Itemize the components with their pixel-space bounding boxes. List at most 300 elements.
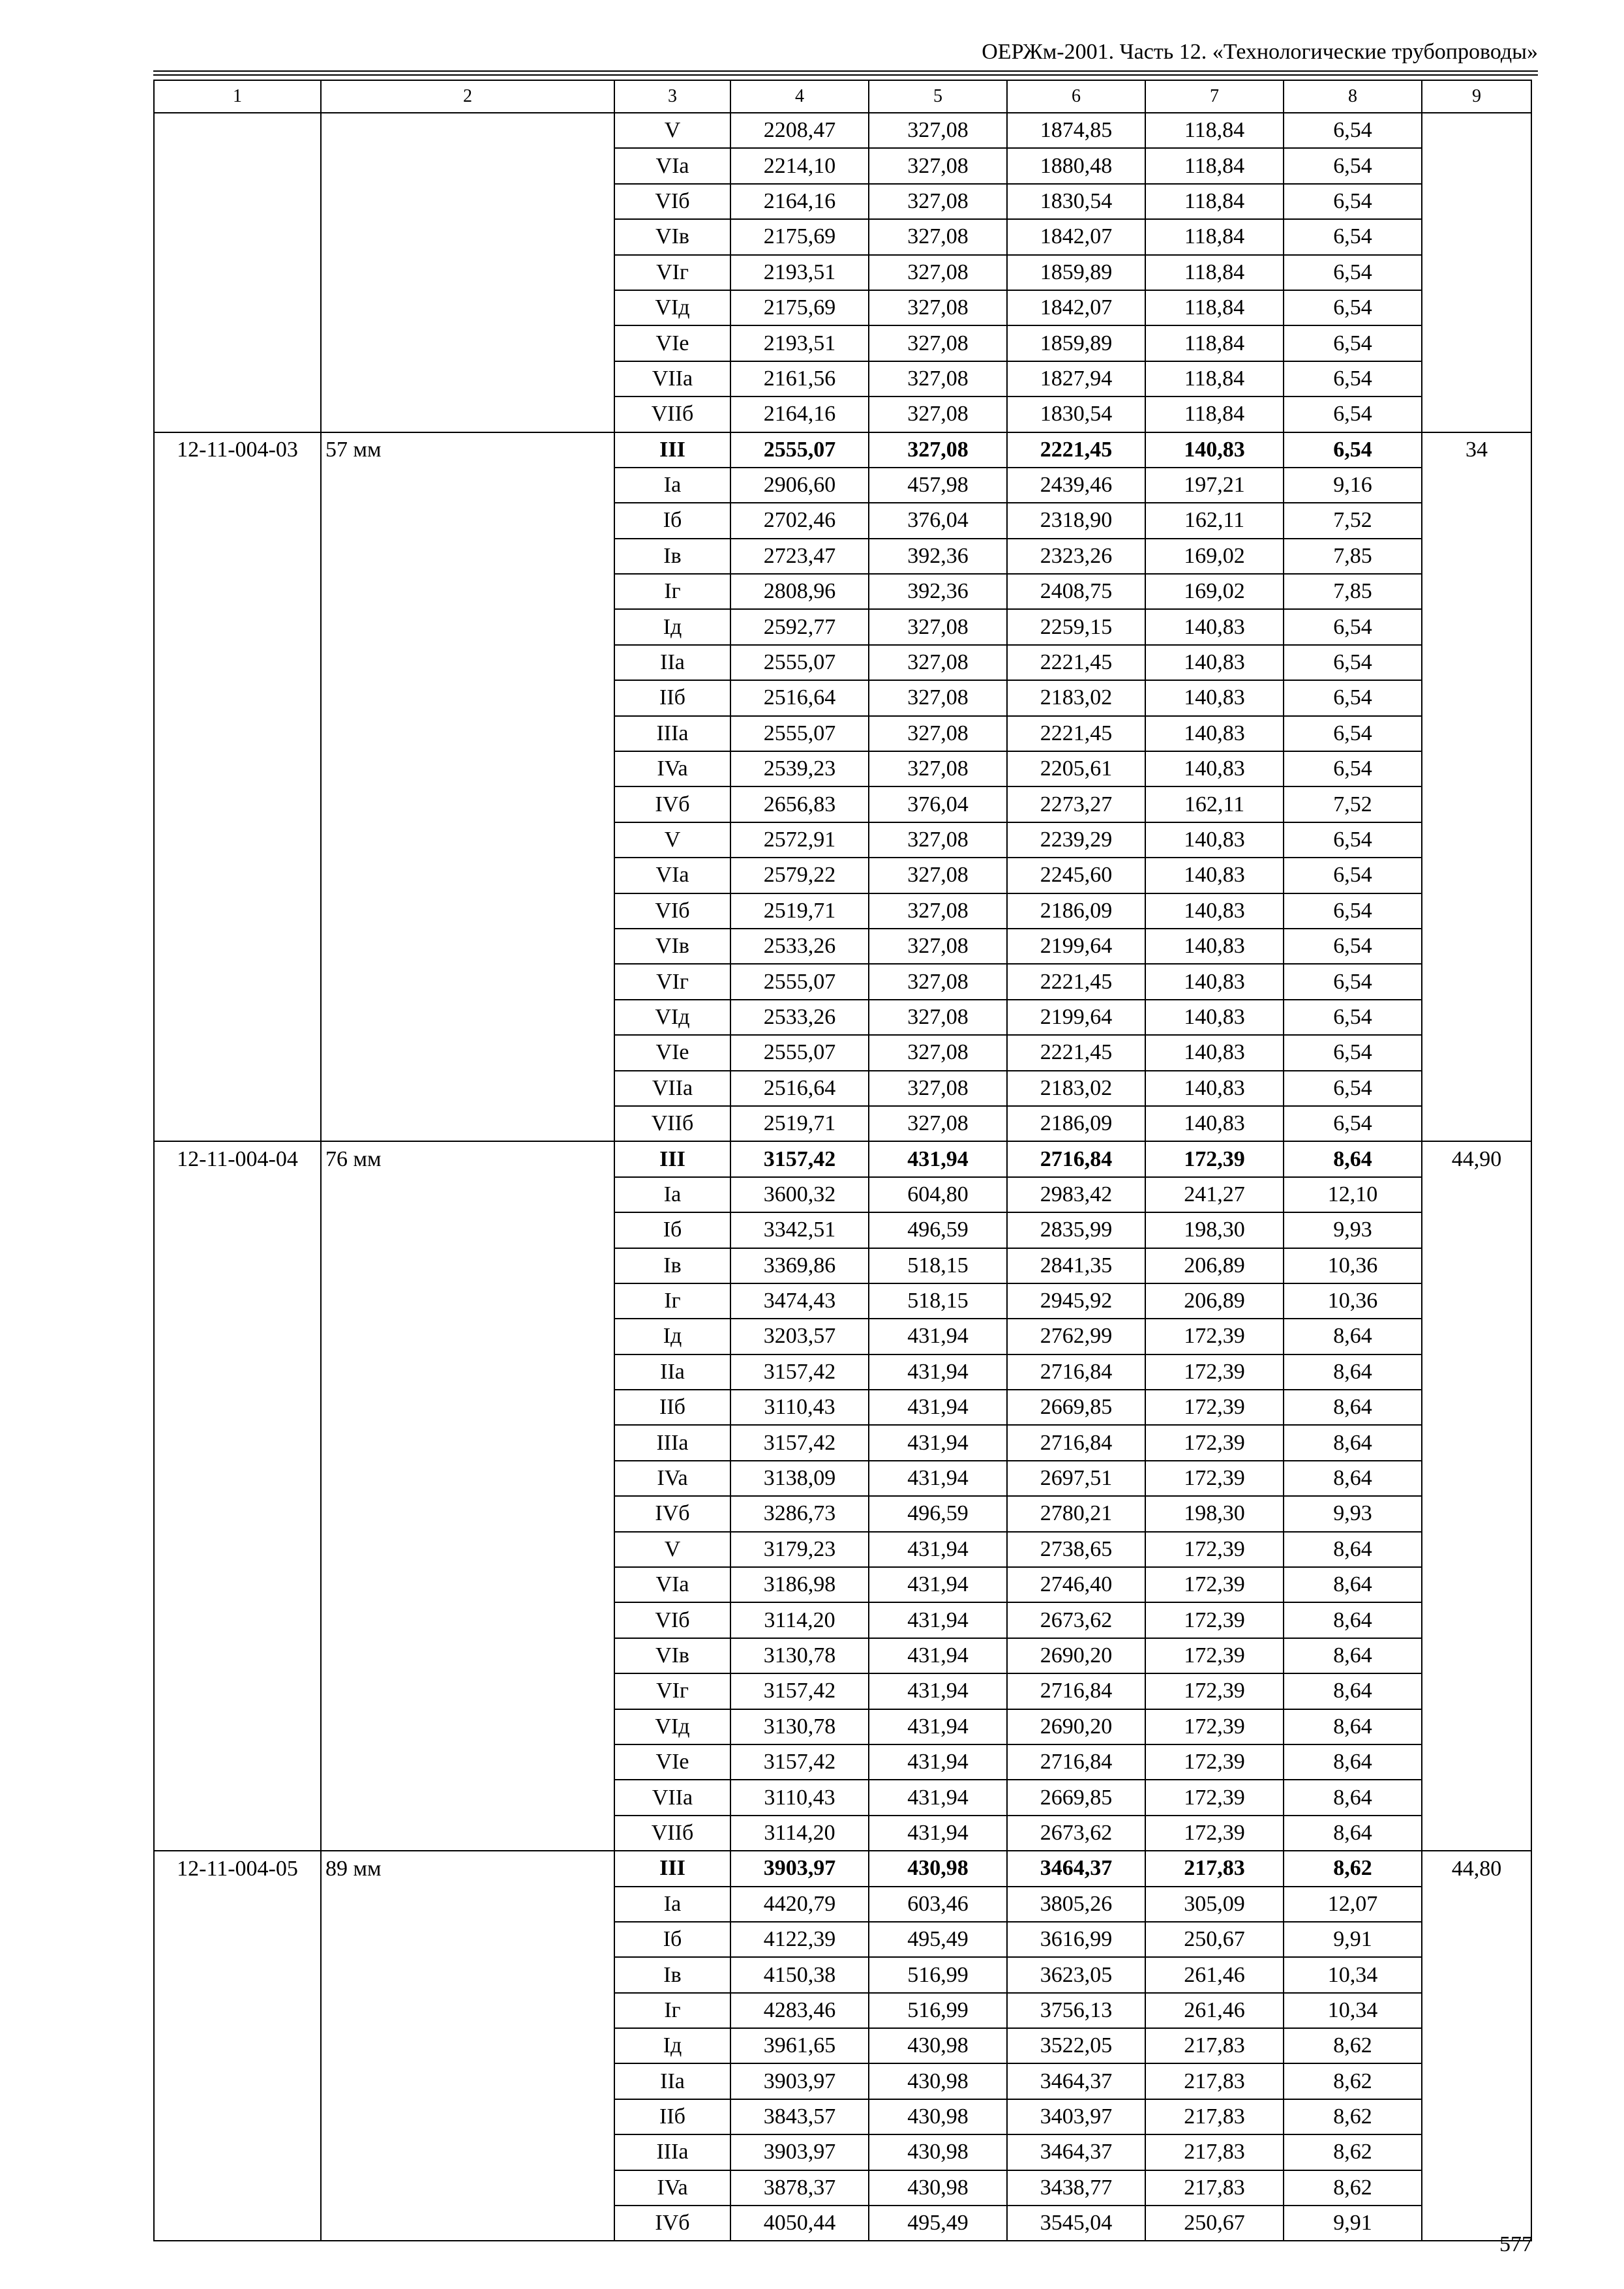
cell-col8: 9,16 [1284,468,1422,503]
cell-col9 [1422,680,1531,715]
cell-col5: 430,98 [869,1851,1007,1886]
cell-col5: 327,08 [869,716,1007,751]
table-row [154,539,1531,574]
cell-diameter [321,716,614,751]
cell-region: VIe [614,1744,730,1780]
cell-col8: 7,52 [1284,786,1422,822]
table-row [154,1957,1531,1992]
table-row [154,893,1531,929]
cell-region: VIв [614,219,730,254]
cell-col6: 2780,21 [1007,1496,1145,1531]
cell-col7: 118,84 [1145,255,1284,290]
cell-region: VIe [614,1035,730,1070]
cell-region: VIб [614,1602,730,1638]
cell-code [154,858,321,893]
cell-col6: 2716,84 [1007,1744,1145,1780]
table-row [154,822,1531,858]
cell-col5: 431,94 [869,1709,1007,1744]
cell-col8: 8,64 [1284,1709,1422,1744]
table-row [154,1496,1531,1531]
cell-col9 [1422,645,1531,680]
cell-col6: 1842,07 [1007,290,1145,325]
cell-code: 12-11-004-03 [154,432,321,468]
cell-col4: 3157,42 [730,1141,869,1176]
table-row [154,1532,1531,1567]
cell-col6: 2205,61 [1007,751,1145,786]
cell-col6: 1880,48 [1007,148,1145,183]
cell-code [154,1248,321,1283]
cell-diameter: 89 мм [321,1851,614,1886]
cell-diameter [321,822,614,858]
cell-code [154,290,321,325]
cell-region: VIг [614,1673,730,1709]
cell-col8: 12,07 [1284,1887,1422,1922]
cell-col8: 6,54 [1284,255,1422,290]
cell-col7: 140,83 [1145,822,1284,858]
cell-col4: 2579,22 [730,858,869,893]
cell-col4: 3369,86 [730,1248,869,1283]
cell-col6: 2186,09 [1007,893,1145,929]
cell-col8: 8,62 [1284,2099,1422,2134]
table-row [154,1248,1531,1283]
cell-col4: 4420,79 [730,1887,869,1922]
cell-col9 [1422,1709,1531,1744]
cell-region: Ia [614,1887,730,1922]
cell-col4: 3138,09 [730,1461,869,1496]
column-header: 9 [1422,80,1531,113]
cell-code [154,2063,321,2099]
cell-code: 12-11-004-04 [154,1141,321,1176]
cell-diameter [321,396,614,432]
cell-col5: 327,08 [869,432,1007,468]
cell-col4: 3903,97 [730,2134,869,2170]
cell-col9 [1422,255,1531,290]
column-header: 5 [869,80,1007,113]
cell-col4: 3157,42 [730,1744,869,1780]
header-rule-top [153,70,1538,72]
table-row [154,503,1531,538]
table-row [154,1567,1531,1602]
cell-col8: 6,54 [1284,929,1422,964]
cell-diameter [321,113,614,148]
cell-code [154,1390,321,1425]
cell-region: Iв [614,539,730,574]
cell-region: VIIб [614,1816,730,1851]
cell-col6: 3464,37 [1007,1851,1145,1886]
cell-diameter [321,2134,614,2170]
cell-col8: 8,64 [1284,1319,1422,1354]
cell-col6: 2183,02 [1007,1071,1145,1106]
cell-col8: 8,64 [1284,1354,1422,1390]
cell-col8: 6,54 [1284,716,1422,751]
cell-col5: 518,15 [869,1248,1007,1283]
cell-col9 [1422,325,1531,361]
cell-code [154,396,321,432]
cell-col8: 9,93 [1284,1496,1422,1531]
table-row [154,751,1531,786]
cell-code: 12-11-004-05 [154,1851,321,1886]
cell-col5: 431,94 [869,1780,1007,1815]
cell-col5: 430,98 [869,2028,1007,2063]
cell-col9 [1422,1461,1531,1496]
table-row [154,1354,1531,1390]
cell-region: VIб [614,893,730,929]
cell-col4: 2572,91 [730,822,869,858]
cell-col8: 6,54 [1284,1106,1422,1141]
cell-col8: 6,54 [1284,680,1422,715]
cell-diameter [321,1035,614,1070]
cell-col4: 2808,96 [730,574,869,609]
cell-region: IIб [614,680,730,715]
cell-col6: 2199,64 [1007,1000,1145,1035]
cell-col7: 140,83 [1145,1071,1284,1106]
cell-col6: 2408,75 [1007,574,1145,609]
cell-col5: 327,08 [869,609,1007,644]
cell-col6: 2669,85 [1007,1780,1145,1815]
table-row [154,1319,1531,1354]
cell-col7: 217,83 [1145,1851,1284,1886]
cell-col7: 217,83 [1145,2134,1284,2170]
cell-col9 [1422,2028,1531,2063]
cell-col9 [1422,1673,1531,1709]
cell-diameter [321,1212,614,1248]
cell-col7: 172,39 [1145,1354,1284,1390]
cell-col9 [1422,1922,1531,1957]
cell-col6: 1827,94 [1007,361,1145,396]
cell-diameter [321,1567,614,1602]
cell-col8: 8,64 [1284,1425,1422,1460]
cell-diameter: 57 мм [321,432,614,468]
cell-col7: 261,46 [1145,1993,1284,2028]
cell-diameter [321,645,614,680]
cell-col9 [1422,1744,1531,1780]
rates-table [153,80,1532,2241]
cell-region: Iг [614,574,730,609]
cell-diameter [321,539,614,574]
cell-code [154,716,321,751]
cell-col5: 376,04 [869,786,1007,822]
cell-col8: 8,64 [1284,1390,1422,1425]
cell-col4: 2214,10 [730,148,869,183]
cell-col9 [1422,148,1531,183]
cell-col6: 2738,65 [1007,1532,1145,1567]
cell-diameter [321,1319,614,1354]
cell-col6: 2716,84 [1007,1673,1145,1709]
cell-code [154,964,321,999]
cell-diameter [321,1816,614,1851]
cell-col4: 3474,43 [730,1283,869,1319]
cell-col6: 1874,85 [1007,113,1145,148]
cell-col6: 1859,89 [1007,255,1145,290]
cell-col7: 140,83 [1145,929,1284,964]
cell-code [154,786,321,822]
cell-col4: 3114,20 [730,1602,869,1638]
cell-col4: 2175,69 [730,219,869,254]
cell-code [154,1744,321,1780]
table-row [154,1744,1531,1780]
table-row [154,1922,1531,1957]
cell-col7: 118,84 [1145,325,1284,361]
cell-col5: 604,80 [869,1177,1007,1212]
cell-col9 [1422,964,1531,999]
cell-code [154,2099,321,2134]
cell-region: IVб [614,1496,730,1531]
cell-col6: 1842,07 [1007,219,1145,254]
table-row [154,325,1531,361]
table-row [154,361,1531,396]
cell-code [154,929,321,964]
cell-col6: 2673,62 [1007,1816,1145,1851]
table-row [154,1602,1531,1638]
cell-col9 [1422,858,1531,893]
cell-diameter [321,1248,614,1283]
cell-col7: 172,39 [1145,1638,1284,1673]
header-rule-bottom [153,74,1538,76]
cell-col6: 1859,89 [1007,325,1145,361]
cell-region: Ia [614,468,730,503]
cell-col4: 2533,26 [730,929,869,964]
cell-region: III [614,432,730,468]
cell-code [154,184,321,219]
cell-col8: 6,54 [1284,113,1422,148]
cell-col5: 327,08 [869,964,1007,999]
cell-col4: 2533,26 [730,1000,869,1035]
cell-col5: 327,08 [869,1035,1007,1070]
cell-code [154,751,321,786]
cell-col7: 140,83 [1145,751,1284,786]
cell-col9 [1422,503,1531,538]
cell-region: VIд [614,290,730,325]
cell-diameter [321,2170,614,2206]
cell-col7: 217,83 [1145,2063,1284,2099]
table-row [154,148,1531,183]
cell-col6: 3545,04 [1007,2206,1145,2241]
cell-col5: 327,08 [869,645,1007,680]
cell-diameter [321,219,614,254]
cell-col5: 496,59 [869,1212,1007,1248]
cell-col8: 8,64 [1284,1567,1422,1602]
cell-region: Iд [614,609,730,644]
cell-code [154,1638,321,1673]
column-header: 3 [614,80,730,113]
cell-region: VIe [614,325,730,361]
cell-diameter [321,184,614,219]
cell-col5: 430,98 [869,2099,1007,2134]
cell-col7: 172,39 [1145,1673,1284,1709]
page-header-title: ОЕРЖм-2001. Часть 12. «Технологические трубопроводы» [982,40,1538,64]
cell-col9 [1422,539,1531,574]
cell-col8: 8,64 [1284,1532,1422,1567]
cell-code [154,893,321,929]
cell-col8: 6,54 [1284,1071,1422,1106]
cell-col4: 2555,07 [730,964,869,999]
cell-col8: 8,62 [1284,2170,1422,2206]
cell-diameter [321,290,614,325]
table-row [154,609,1531,644]
cell-code [154,2028,321,2063]
cell-region: VIIб [614,1106,730,1141]
table-row [154,1887,1531,1922]
cell-col7: 118,84 [1145,184,1284,219]
cell-col4: 3130,78 [730,1638,869,1673]
cell-col6: 2690,20 [1007,1709,1145,1744]
cell-col7: 162,11 [1145,503,1284,538]
cell-diameter [321,2099,614,2134]
cell-col4: 3600,32 [730,1177,869,1212]
cell-diameter [321,893,614,929]
cell-col7: 217,83 [1145,2028,1284,2063]
table-row [154,964,1531,999]
cell-col5: 327,08 [869,255,1007,290]
cell-col4: 2555,07 [730,432,869,468]
cell-col7: 140,83 [1145,964,1284,999]
cell-region: VIв [614,929,730,964]
cell-col5: 430,98 [869,2063,1007,2099]
cell-col8: 6,54 [1284,964,1422,999]
cell-col5: 327,08 [869,184,1007,219]
cell-code [154,822,321,858]
cell-col5: 327,08 [869,113,1007,148]
cell-col7: 118,84 [1145,361,1284,396]
cell-col4: 3157,42 [730,1354,869,1390]
cell-col6: 2273,27 [1007,786,1145,822]
cell-col5: 431,94 [869,1461,1007,1496]
cell-diameter [321,786,614,822]
cell-col9 [1422,893,1531,929]
cell-code [154,2170,321,2206]
cell-col8: 7,85 [1284,574,1422,609]
cell-col8: 10,34 [1284,1993,1422,2028]
table-row [154,2170,1531,2206]
cell-col9 [1422,1354,1531,1390]
cell-col9 [1422,1887,1531,1922]
cell-code [154,468,321,503]
cell-col7: 172,39 [1145,1816,1284,1851]
cell-col6: 3403,97 [1007,2099,1145,2134]
cell-col9 [1422,1177,1531,1212]
cell-code [154,1602,321,1638]
cell-diameter [321,1000,614,1035]
cell-diameter [321,2028,614,2063]
cell-col4: 2555,07 [730,716,869,751]
cell-col9: 44,80 [1422,1851,1531,1886]
cell-col4: 3157,42 [730,1673,869,1709]
cell-col9 [1422,1496,1531,1531]
cell-col5: 327,08 [869,858,1007,893]
cell-region: V [614,822,730,858]
cell-col8: 6,54 [1284,396,1422,432]
column-number-row [154,80,1531,113]
cell-col4: 2175,69 [730,290,869,325]
cell-col9 [1422,1283,1531,1319]
cell-col6: 2835,99 [1007,1212,1145,1248]
page-number: 577 [1499,2232,1533,2256]
cell-region: III [614,1851,730,1886]
cell-col4: 3903,97 [730,2063,869,2099]
cell-col6: 2439,46 [1007,468,1145,503]
table-row [154,929,1531,964]
cell-col7: 140,83 [1145,858,1284,893]
cell-col7: 172,39 [1145,1567,1284,1602]
cell-col7: 172,39 [1145,1319,1284,1354]
cell-diameter [321,1532,614,1567]
cell-col4: 2164,16 [730,396,869,432]
cell-col9 [1422,1780,1531,1815]
cell-col4: 2516,64 [730,1071,869,1106]
cell-col4: 3843,57 [730,2099,869,2134]
cell-region: IIIa [614,1425,730,1460]
cell-col7: 140,83 [1145,432,1284,468]
cell-code [154,1283,321,1319]
cell-col6: 2318,90 [1007,503,1145,538]
cell-col8: 6,54 [1284,893,1422,929]
cell-col4: 2723,47 [730,539,869,574]
cell-diameter [321,1602,614,1638]
cell-region: III [614,1141,730,1176]
cell-col8: 6,54 [1284,822,1422,858]
cell-col6: 2673,62 [1007,1602,1145,1638]
cell-col9 [1422,361,1531,396]
table-row [154,1673,1531,1709]
table-row [154,574,1531,609]
cell-col7: 198,30 [1145,1212,1284,1248]
cell-col7: 172,39 [1145,1425,1284,1460]
cell-col7: 140,83 [1145,1035,1284,1070]
cell-col8: 8,64 [1284,1602,1422,1638]
cell-col5: 327,08 [869,1000,1007,1035]
cell-col5: 495,49 [869,1922,1007,1957]
cell-code [154,1425,321,1460]
column-header: 4 [730,80,869,113]
cell-col6: 2183,02 [1007,680,1145,715]
cell-col9 [1422,1035,1531,1070]
cell-col4: 2592,77 [730,609,869,644]
cell-region: VIг [614,964,730,999]
table-row [154,255,1531,290]
cell-col5: 327,08 [869,325,1007,361]
cell-col8: 12,10 [1284,1177,1422,1212]
table-row [154,1177,1531,1212]
cell-diameter [321,468,614,503]
cell-code [154,1354,321,1390]
column-header: 2 [321,80,614,113]
cell-col7: 172,39 [1145,1390,1284,1425]
cell-code [154,2206,321,2241]
cell-region: VIIa [614,1071,730,1106]
cell-code [154,113,321,148]
cell-col6: 2697,51 [1007,1461,1145,1496]
cell-code [154,574,321,609]
cell-region: Iд [614,2028,730,2063]
cell-col6: 3438,77 [1007,2170,1145,2206]
cell-diameter [321,1780,614,1815]
cell-region: IVa [614,2170,730,2206]
cell-diameter [321,1354,614,1390]
cell-col8: 8,62 [1284,2063,1422,2099]
cell-col6: 3805,26 [1007,1887,1145,1922]
cell-region: VIIa [614,361,730,396]
cell-col5: 495,49 [869,2206,1007,2241]
cell-col7: 172,39 [1145,1141,1284,1176]
cell-col5: 516,99 [869,1993,1007,2028]
cell-col7: 140,83 [1145,716,1284,751]
cell-col8: 6,54 [1284,432,1422,468]
cell-col9 [1422,290,1531,325]
cell-code [154,539,321,574]
cell-diameter [321,1071,614,1106]
cell-col6: 2762,99 [1007,1319,1145,1354]
cell-col7: 172,39 [1145,1780,1284,1815]
